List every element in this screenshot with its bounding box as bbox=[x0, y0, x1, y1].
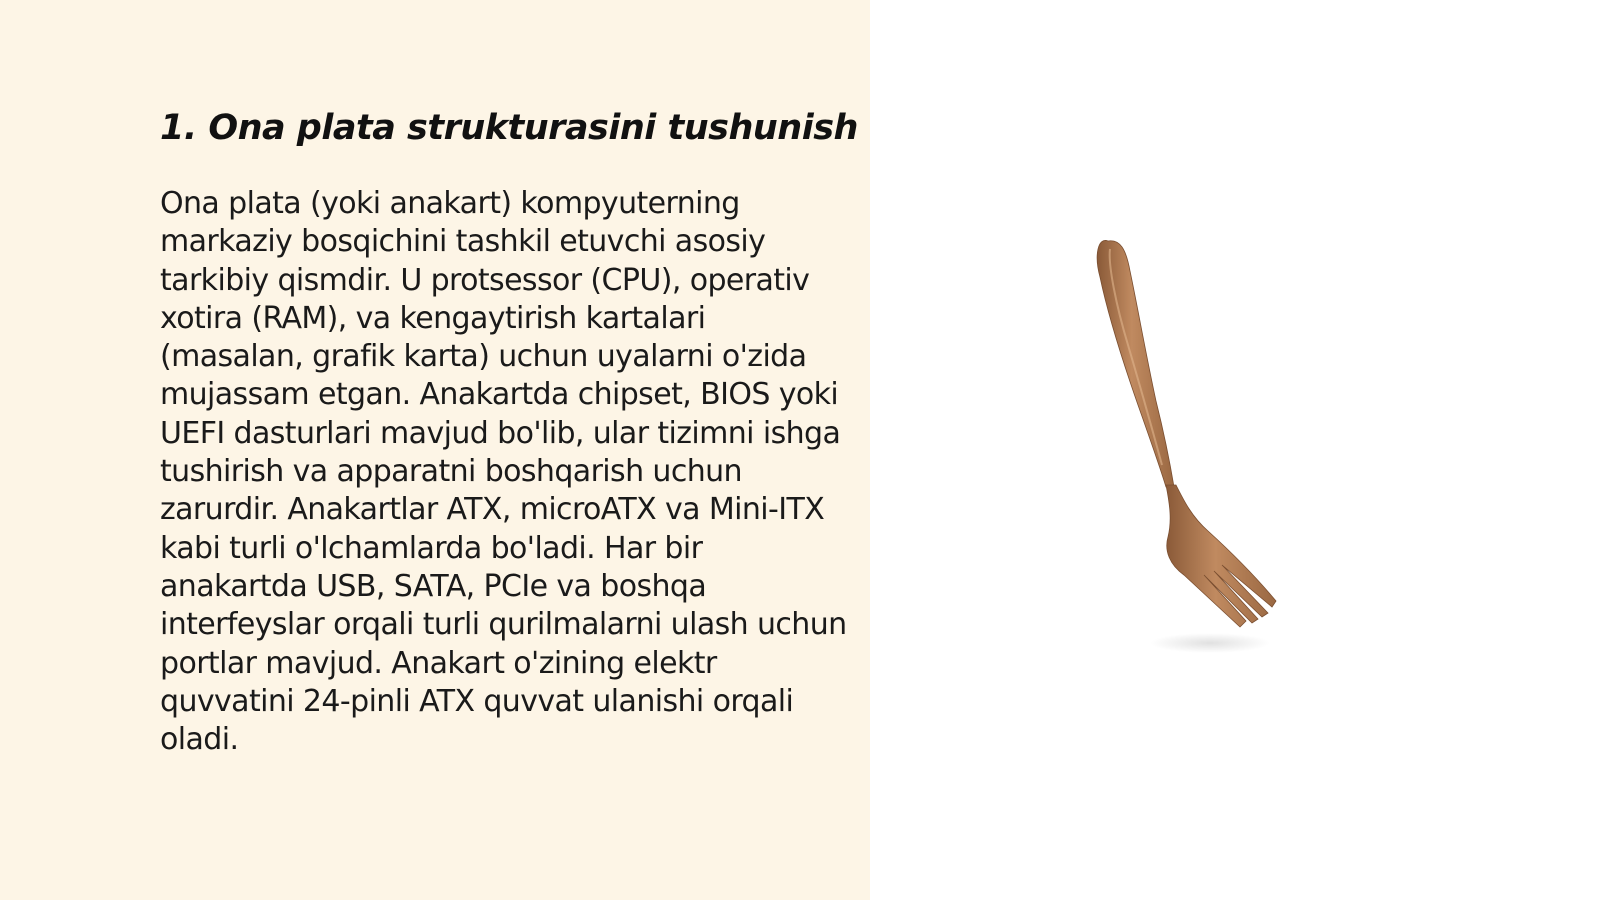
slide-body-text: Ona plata (yoki anakart) kompyuterning markaziy bosqichini tashkil etuvchi asosiy tarkibiy qismdir. U protsessor (CPU), operativ xotira (RAM), va kengaytirish kartalari (masalan, grafik karta) uchun uyalarni o'zida mujassam etgan. Anakartda chipset, BIOS yoki UEFI dasturlari mavjud bo'lib, ular tizimni ishga tushirish va apparatni boshqarish uchun zarurdir. Anakartlar ATX, microATX va Mini-ITX kabi turli o'lchamlarda bo'ladi. Har bir anakartda USB, SATA, PCIe va boshqa interfeyslar orqali turli qurilmalarni ulash uchun portlar mavjud. Anakart o'zining elektr quvvatini 24-pinli ATX quvvat ulanishi orqali oladi. bbox=[160, 186, 847, 758]
fork-icon bbox=[1080, 225, 1310, 685]
fork-image bbox=[1080, 225, 1310, 685]
slide-title: 1. Ona plata strukturasini tushunish bbox=[160, 108, 858, 148]
